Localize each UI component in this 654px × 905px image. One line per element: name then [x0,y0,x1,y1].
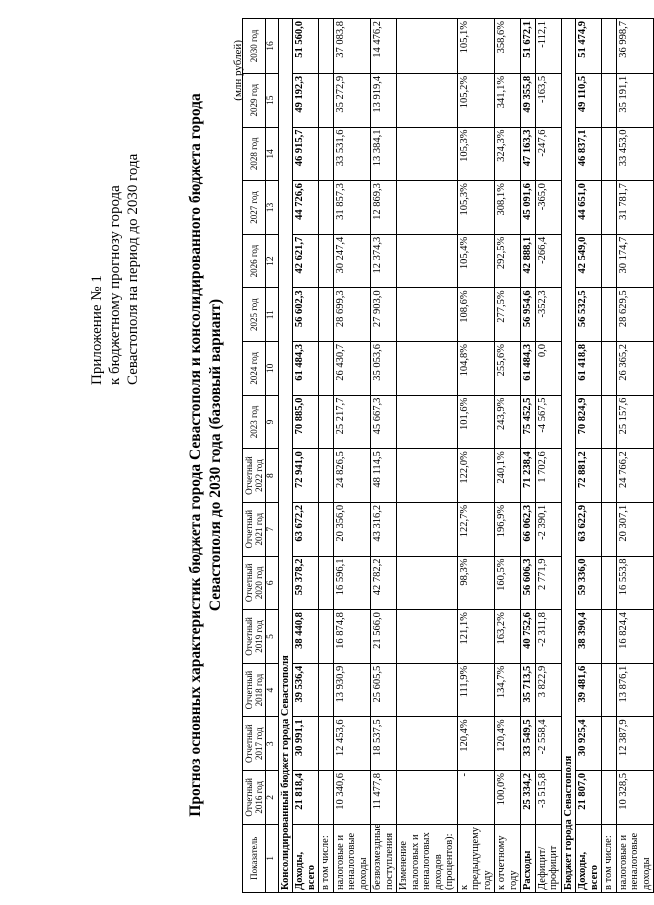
table-cell: 20 356,0 [333,502,371,556]
table-cell: 44 651,0 [576,181,602,235]
table-cell: -4 567,5 [535,395,561,449]
table-cell: 105,3% [457,181,495,235]
table-cell: -2 390,1 [535,502,561,556]
column-number: 2 [266,771,279,825]
table-cell: 47 163,3 [521,127,536,181]
table-cell: 30 247,4 [333,234,371,288]
table-cell [397,288,458,342]
header-year: 2025 год [243,288,266,342]
table-cell: 35 053,6 [371,342,397,396]
header-year: Отчетный 2018 год [243,663,266,717]
table-cell: 2 771,9 [535,556,561,610]
table-cell [319,127,334,181]
table-cell: 13 384,1 [371,127,397,181]
table-cell [319,449,334,503]
table-cell [397,19,458,74]
table-cell [319,663,334,717]
row-label: в том числе: [602,824,617,892]
table-cell [319,288,334,342]
appendix-line-3: Севастополя на период до 2030 года [125,153,141,385]
column-number: 6 [266,556,279,610]
table-cell: 27 903,0 [371,288,397,342]
table-row [371,19,397,893]
table-cell: 43 316,2 [371,502,397,556]
table-cell: 308,1% [495,181,521,235]
table-cell: 33 549,5 [521,717,536,771]
table-cell: 33 453,0 [616,127,654,181]
table-cell: 120,4% [495,717,521,771]
table-cell: 3 822,9 [535,663,561,717]
table-cell: 277,5% [495,288,521,342]
table-cell: 18 537,5 [371,717,397,771]
table-cell: -2 311,8 [535,610,561,664]
table-cell: 42 549,0 [576,234,602,288]
table-cell: 63 622,9 [576,502,602,556]
table-cell: 21 818,4 [293,771,319,825]
section-title: Бюджет города Севастополя [561,19,576,893]
column-number-row [266,19,279,893]
table-cell [602,73,617,127]
column-number: 9 [266,395,279,449]
table-cell: 25 334,2 [521,771,536,825]
table-cell: 56 954,6 [521,288,536,342]
table-cell: 13 876,1 [616,663,654,717]
table-cell [397,127,458,181]
table-cell: 16 553,8 [616,556,654,610]
column-number: 13 [266,181,279,235]
table-cell [602,234,617,288]
table-cell [319,771,334,825]
table-cell: 108,6% [457,288,495,342]
table-cell: 61 418,8 [576,342,602,396]
table-row [535,19,561,893]
table-cell: 105,4% [457,234,495,288]
table-cell: 45 667,3 [371,395,397,449]
header-year: Отчетный 2019 год [243,610,266,664]
row-label: безвозмездные поступления [371,824,397,892]
table-cell: 134,7% [495,663,521,717]
header-year: 2023 год [243,395,266,449]
table-cell: 30 991,1 [293,717,319,771]
table-cell: 21 566,0 [371,610,397,664]
table-cell [397,449,458,503]
table-row [521,19,536,893]
table-cell [319,73,334,127]
table-cell [397,395,458,449]
table-row [293,19,319,893]
header-year: Отчетный 2021 год [243,502,266,556]
column-number: 12 [266,234,279,288]
row-label: Расходы [521,824,536,892]
table-cell: 35 191,1 [616,73,654,127]
table-cell: 56 602,3 [293,288,319,342]
table-cell: 72 941,0 [293,449,319,503]
table-cell: 35 713,5 [521,663,536,717]
table-cell: 51 474,9 [576,19,602,74]
table-cell [397,610,458,664]
table-cell: 24 826,5 [333,449,371,503]
row-label: налоговые и неналоговые доходы [616,824,654,892]
document-title [186,45,226,865]
column-number: 4 [266,663,279,717]
table-cell [602,502,617,556]
table-cell: 105,3% [457,127,495,181]
table-cell: -112,1 [535,19,561,74]
table-cell: 51 560,0 [293,19,319,74]
table-cell: 39 481,6 [576,663,602,717]
table-cell: 25 157,6 [616,395,654,449]
appendix-line-1: Приложение № 1 [89,275,105,385]
table-cell: 66 062,3 [521,502,536,556]
table-cell: 36 998,7 [616,19,654,74]
row-label: в том числе: [319,824,334,892]
table-row [616,19,654,893]
table-cell [602,556,617,610]
table-cell: 13 919,4 [371,73,397,127]
table-cell: 324,3% [495,127,521,181]
table-cell: 38 440,8 [293,610,319,664]
table-cell: 45 091,6 [521,181,536,235]
table-cell [602,19,617,74]
appendix-heading [88,55,142,385]
table-cell: 42 621,7 [293,234,319,288]
header-indicator: Показатель [243,824,266,892]
header-year: Отчетный 2017 год [243,717,266,771]
table-cell: 28 629,5 [616,288,654,342]
table-cell [397,234,458,288]
table-cell [319,19,334,74]
table-cell: - [457,771,495,825]
table-cell [319,556,334,610]
table-cell [602,771,617,825]
table-cell: 25 217,7 [333,395,371,449]
table-cell: 72 881,2 [576,449,602,503]
row-label: Дефицит/ профицит [535,824,561,892]
table-cell: 12 453,6 [333,717,371,771]
table-cell: 49 110,5 [576,73,602,127]
table-cell: 46 837,1 [576,127,602,181]
table-row [602,19,617,893]
table-cell: 196,9% [495,502,521,556]
table-cell [319,717,334,771]
row-label: Доходы, всего [576,824,602,892]
table-cell: 61 484,3 [293,342,319,396]
table-cell: 71 238,4 [521,449,536,503]
table-row [495,19,521,893]
table-cell: 0,0 [535,342,561,396]
table-cell: 46 915,7 [293,127,319,181]
column-number: 3 [266,717,279,771]
table-cell: 104,8% [457,342,495,396]
table-row [576,19,602,893]
table-cell: 21 807,0 [576,771,602,825]
row-label: Изменение налоговых и неналоговых доходов (процентов): [397,824,458,892]
section-row [561,19,576,893]
table-cell: -163,5 [535,73,561,127]
table-cell: 12 387,9 [616,717,654,771]
table-cell [397,663,458,717]
table-cell [602,127,617,181]
table-cell: 26 365,2 [616,342,654,396]
table-cell: 56 532,5 [576,288,602,342]
row-label: к предыдущему году [457,824,495,892]
table-cell [319,342,334,396]
table-cell: 16 824,4 [616,610,654,664]
table-cell: 30 925,4 [576,717,602,771]
table-cell: -266,4 [535,234,561,288]
table-cell [602,610,617,664]
column-number: 5 [266,610,279,664]
header-year: 2027 год [243,181,266,235]
header-year: Отчетный 2016 год [243,771,266,825]
table-cell: 255,6% [495,342,521,396]
table-cell: 48 114,5 [371,449,397,503]
table-cell: 163,2% [495,610,521,664]
header-year: 2028 год [243,127,266,181]
table-cell: 240,1% [495,449,521,503]
table-cell: 30 174,7 [616,234,654,288]
table-cell [602,395,617,449]
table-cell: 358,6% [495,19,521,74]
column-number: 15 [266,73,279,127]
table-cell: 37 083,8 [333,19,371,74]
table-cell [319,181,334,235]
table-cell: 111,9% [457,663,495,717]
table-cell: 14 476,2 [371,19,397,74]
table-cell [602,342,617,396]
table-cell: 42 782,2 [371,556,397,610]
table-cell: 341,1% [495,73,521,127]
table-cell: 49 192,3 [293,73,319,127]
appendix-line-2: к бюджетному прогнозу города [107,185,123,385]
title-line-1: Прогноз основных характеристик бюджета города Севастополя и консолидированного бюджета города [187,93,204,817]
table-cell: 1 702,6 [535,449,561,503]
table-cell: 122,0% [457,449,495,503]
table-cell: 44 726,6 [293,181,319,235]
table-cell: 101,6% [457,395,495,449]
header-year: Отчетный 2022 год [243,449,266,503]
table-cell: 120,4% [457,717,495,771]
table-cell: 33 531,6 [333,127,371,181]
column-number: 8 [266,449,279,503]
column-number: 7 [266,502,279,556]
table-cell [602,663,617,717]
table-cell: 31 781,7 [616,181,654,235]
table-cell: 10 340,6 [333,771,371,825]
table-cell [602,449,617,503]
table-cell [397,181,458,235]
row-label: к отчетному году [495,824,521,892]
table-cell: 122,7% [457,502,495,556]
table-cell: 16 874,8 [333,610,371,664]
table-cell: -365,0 [535,181,561,235]
row-label: налоговые и неналоговые доходы [333,824,371,892]
table-cell [319,502,334,556]
table-cell: 16 596,1 [333,556,371,610]
table-cell: 75 452,5 [521,395,536,449]
header-year: 2024 год [243,342,266,396]
table-cell: 70 885,0 [293,395,319,449]
table-cell: 12 869,3 [371,181,397,235]
section-row [278,19,293,893]
column-number: 1 [266,824,279,892]
table-cell: 39 536,4 [293,663,319,717]
table-cell: 12 374,3 [371,234,397,288]
table-cell: -247,6 [535,127,561,181]
table-cell [397,502,458,556]
column-number: 14 [266,127,279,181]
table-cell: 13 930,9 [333,663,371,717]
table-cell: 98,3% [457,556,495,610]
table-cell [319,395,334,449]
table-cell: -3 515,8 [535,771,561,825]
table-cell: 292,5% [495,234,521,288]
table-cell: 59 378,2 [293,556,319,610]
table-row [333,19,371,893]
header-year: 2030 год [243,19,266,74]
table-cell [602,288,617,342]
table-cell: 49 355,8 [521,73,536,127]
column-number: 16 [266,19,279,74]
table-cell: 28 699,3 [333,288,371,342]
table-cell [397,771,458,825]
table-cell: 59 336,0 [576,556,602,610]
table-cell: 40 752,6 [521,610,536,664]
table-cell: 31 857,3 [333,181,371,235]
table-cell: 26 430,7 [333,342,371,396]
table-cell: -352,3 [535,288,561,342]
table-cell: 56 606,3 [521,556,536,610]
table-cell: 10 328,5 [616,771,654,825]
table-cell: 105,2% [457,73,495,127]
table-cell: 51 672,1 [521,19,536,74]
table-cell: -2 558,4 [535,717,561,771]
header-row [243,19,266,893]
table-cell [397,342,458,396]
table-cell: 61 484,3 [521,342,536,396]
header-year: Отчетный 2020 год [243,556,266,610]
table-cell: 243,9% [495,395,521,449]
table-cell [397,717,458,771]
table-cell: 160,5% [495,556,521,610]
column-number: 10 [266,342,279,396]
column-number: 11 [266,288,279,342]
table-cell: 25 605,5 [371,663,397,717]
table-row [397,19,458,893]
table-cell: 121,1% [457,610,495,664]
table-cell [602,181,617,235]
table-cell: 42 888,1 [521,234,536,288]
table-cell: 35 272,9 [333,73,371,127]
table-cell: 11 477,8 [371,771,397,825]
table-cell: 105,1% [457,19,495,74]
table-row [319,19,334,893]
units-note: (млн рублей) [232,40,244,101]
table-cell [602,717,617,771]
table-cell [397,73,458,127]
table-cell: 38 390,4 [576,610,602,664]
header-year: 2029 год [243,73,266,127]
table-cell [397,556,458,610]
row-label: Доходы, всего [293,824,319,892]
table-cell: 24 766,2 [616,449,654,503]
section-title: Консолидированный бюджет города Севастополя [278,19,293,893]
table-cell [319,234,334,288]
table-cell: 63 672,2 [293,502,319,556]
table-cell: 100,0% [495,771,521,825]
table-cell: 20 307,1 [616,502,654,556]
header-year: 2026 год [243,234,266,288]
forecast-table [242,18,654,893]
title-line-2: Севастополя до 2030 года (базовый вариант) [207,298,224,612]
table-cell [319,610,334,664]
table-row [457,19,495,893]
table-cell: 70 824,9 [576,395,602,449]
